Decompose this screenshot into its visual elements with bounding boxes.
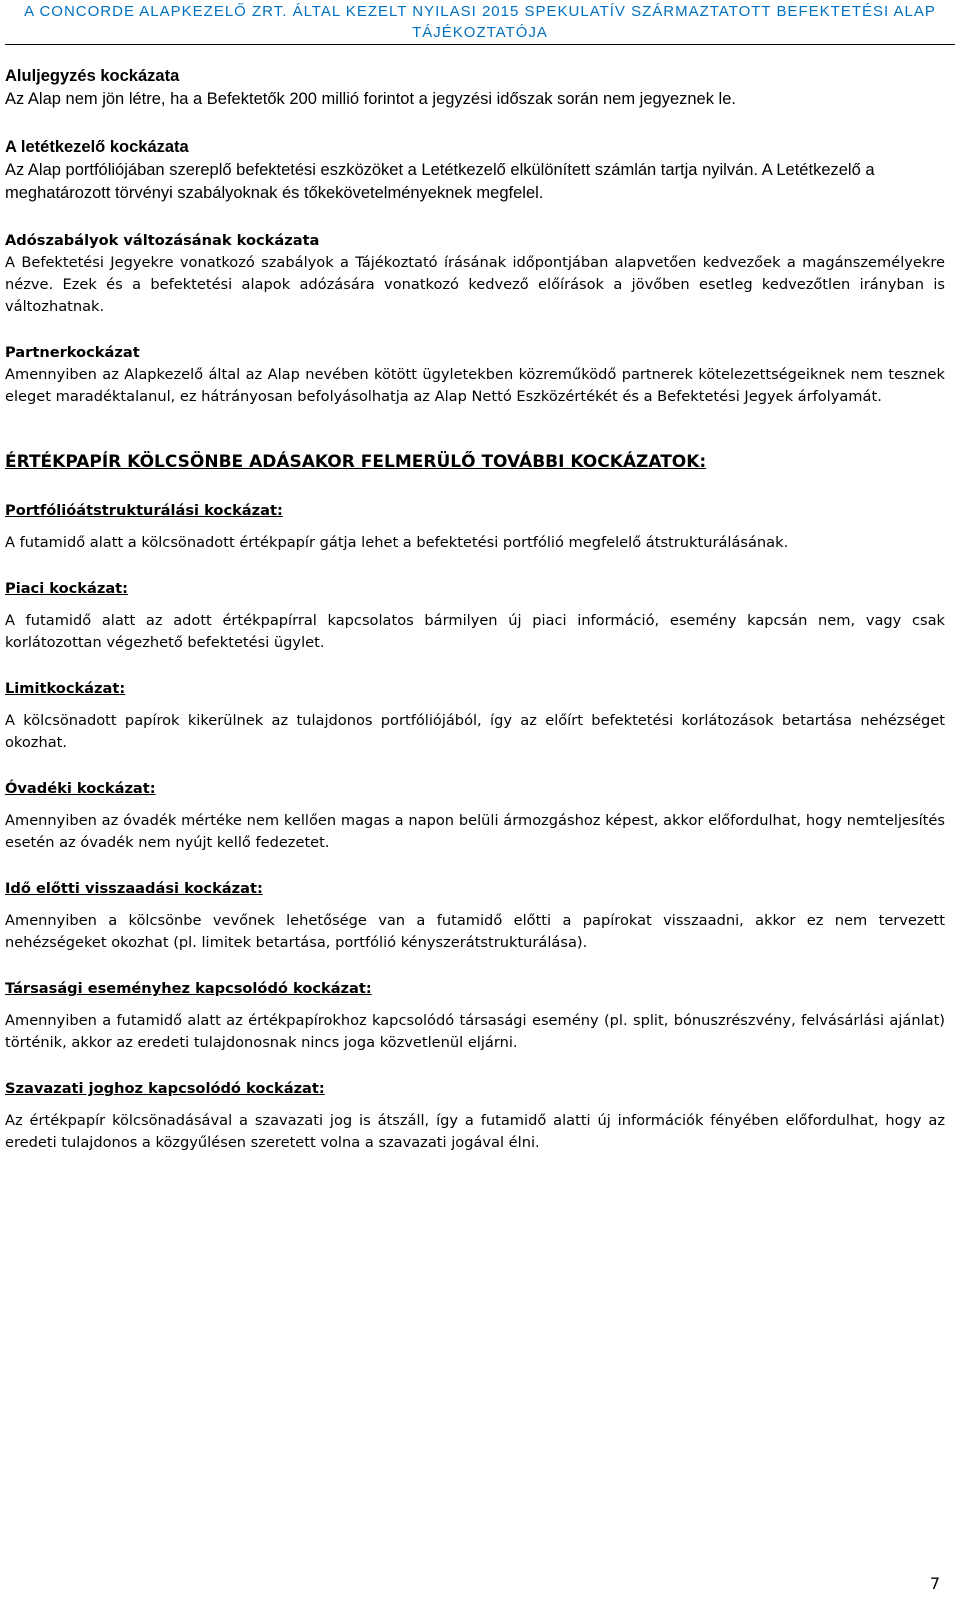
risk-text: A futamidő alatt a kölcsönadott értékpapír gátja lehet a befektetési portfólió megfelelő átstrukturálásának. [5,534,789,551]
header-line-1: A CONCORDE ALAPKEZELŐ ZRT. ÁLTAL KEZELT NYILASI 2015 SPEKULATÍV SZÁRMAZTATOTT BEFEKTETÉSI ALAP [24,3,936,20]
section-heading: A letétkezelő kockázata [5,138,189,156]
document-body [5,65,945,1154]
risk-limit [5,678,945,754]
header-divider [5,44,955,45]
risk-heading: Társasági eseményhez kapcsolódó kockázat: [5,980,372,997]
risk-heading: Piaci kockázat: [5,580,128,597]
risk-heading: Limitkockázat: [5,680,126,697]
header-line-2: TÁJÉKOZTATÓJA [412,24,548,41]
section-tax-rule-risk [5,230,945,318]
section-custodian-risk [5,136,945,205]
risk-corporate-event [5,978,945,1054]
section-counterparty-risk [5,342,945,408]
risk-heading: Idő előtti visszaadási kockázat: [5,880,263,897]
section-heading: Partnerkockázat [5,344,140,361]
section-text: Amennyiben az Alapkezelő által az Alap nevében kötött ügyletekben közreműködő partnerek kötelezettségeiknek nem tesznek eleget maradéktalanul, ez hátrányosan befolyásolhatja az Alap Nettó Eszközértékét és a Befektetési Jegyek árfolyamát. [5,366,945,405]
risk-text: A kölcsönadott papírok kikerülnek az tulajdonos portfóliójából, így az előírt befektetési korlátozások betartása nehézséget okozhat. [5,712,945,751]
risk-early-return [5,878,945,954]
risk-voting-rights [5,1078,945,1154]
main-title: ÉRTÉKPAPÍR KÖLCSÖNBE ADÁSAKOR FELMERÜLŐ TOVÁBBI KOCKÁZATOK: [5,452,707,472]
section-text: A Befektetési Jegyekre vonatkozó szabályok a Tájékoztató írásának időpontjában alapvetően kedvezőek a magánszemélyekre nézve. Ezek és a befektetési alapok adózására vonatkozó kedvező előírások a jövőben esetleg kedvezőtlen irányban is változhatnak. [5,254,945,315]
risk-text: Amennyiben az óvadék mértéke nem kellően magas a napon belüli ármozgáshoz képest, akkor előfordulhat, hogy nemteljesítés esetén az óvadék nem nyújt kellő fedezetet. [5,812,945,851]
risk-heading: Szavazati joghoz kapcsolódó kockázat: [5,1080,325,1097]
risk-portfolio-restructuring [5,500,945,554]
risk-collateral [5,778,945,854]
document-header [0,0,960,43]
risk-market [5,578,945,654]
section-underwriting-risk [5,65,945,111]
section-heading: Aluljegyzés kockázata [5,67,180,85]
section-text: Az Alap portfóliójában szereplő befektetési eszközöket a Letétkezelő elkülönített számlán tartja nyilván. A Letétkezelő a meghatározott törvényi szabályoknak és tőkekövetelményeknek megfelel. [5,161,875,202]
risk-text: Amennyiben a kölcsönbe vevőnek lehetősége van a futamidő előtti a papírokat visszaadni, akkor ez nem tervezett nehézségeket okozhat (pl. limitek betartása, portfólió kényszerátstrukturálása). [5,912,945,951]
section-heading: Adószabályok változásának kockázata [5,232,320,249]
section-text: Az Alap nem jön létre, ha a Befektetők 200 millió forintot a jegyzési időszak során nem jegyeznek le. [5,90,736,108]
risk-heading: Portfólióátstrukturálási kockázat: [5,502,283,519]
risk-heading: Óvadéki kockázat: [5,780,156,797]
risk-text: Amennyiben a futamidő alatt az értékpapírokhoz kapcsolódó társasági esemény (pl. split, bónuszrészvény, felvásárlási ajánlat) történik, akkor az eredeti tulajdonosnak nincs joga közvetlenül eljárni. [5,1012,945,1051]
risk-text: A futamidő alatt az adott értékpapírral kapcsolatos bármilyen új piaci információ, esemény kapcsán nem, vagy csak korlátozottan végezhető befektetési ügylet. [5,612,945,651]
risk-text: Az értékpapír kölcsönadásával a szavazati jog is átszáll, így a futamidő alatti új információk fényében előfordulhat, hogy az eredeti tulajdonos a közgyűlésen szeretett volna a szavazati jogával élni. [5,1112,945,1151]
page-number: 7 [929,1574,940,1593]
